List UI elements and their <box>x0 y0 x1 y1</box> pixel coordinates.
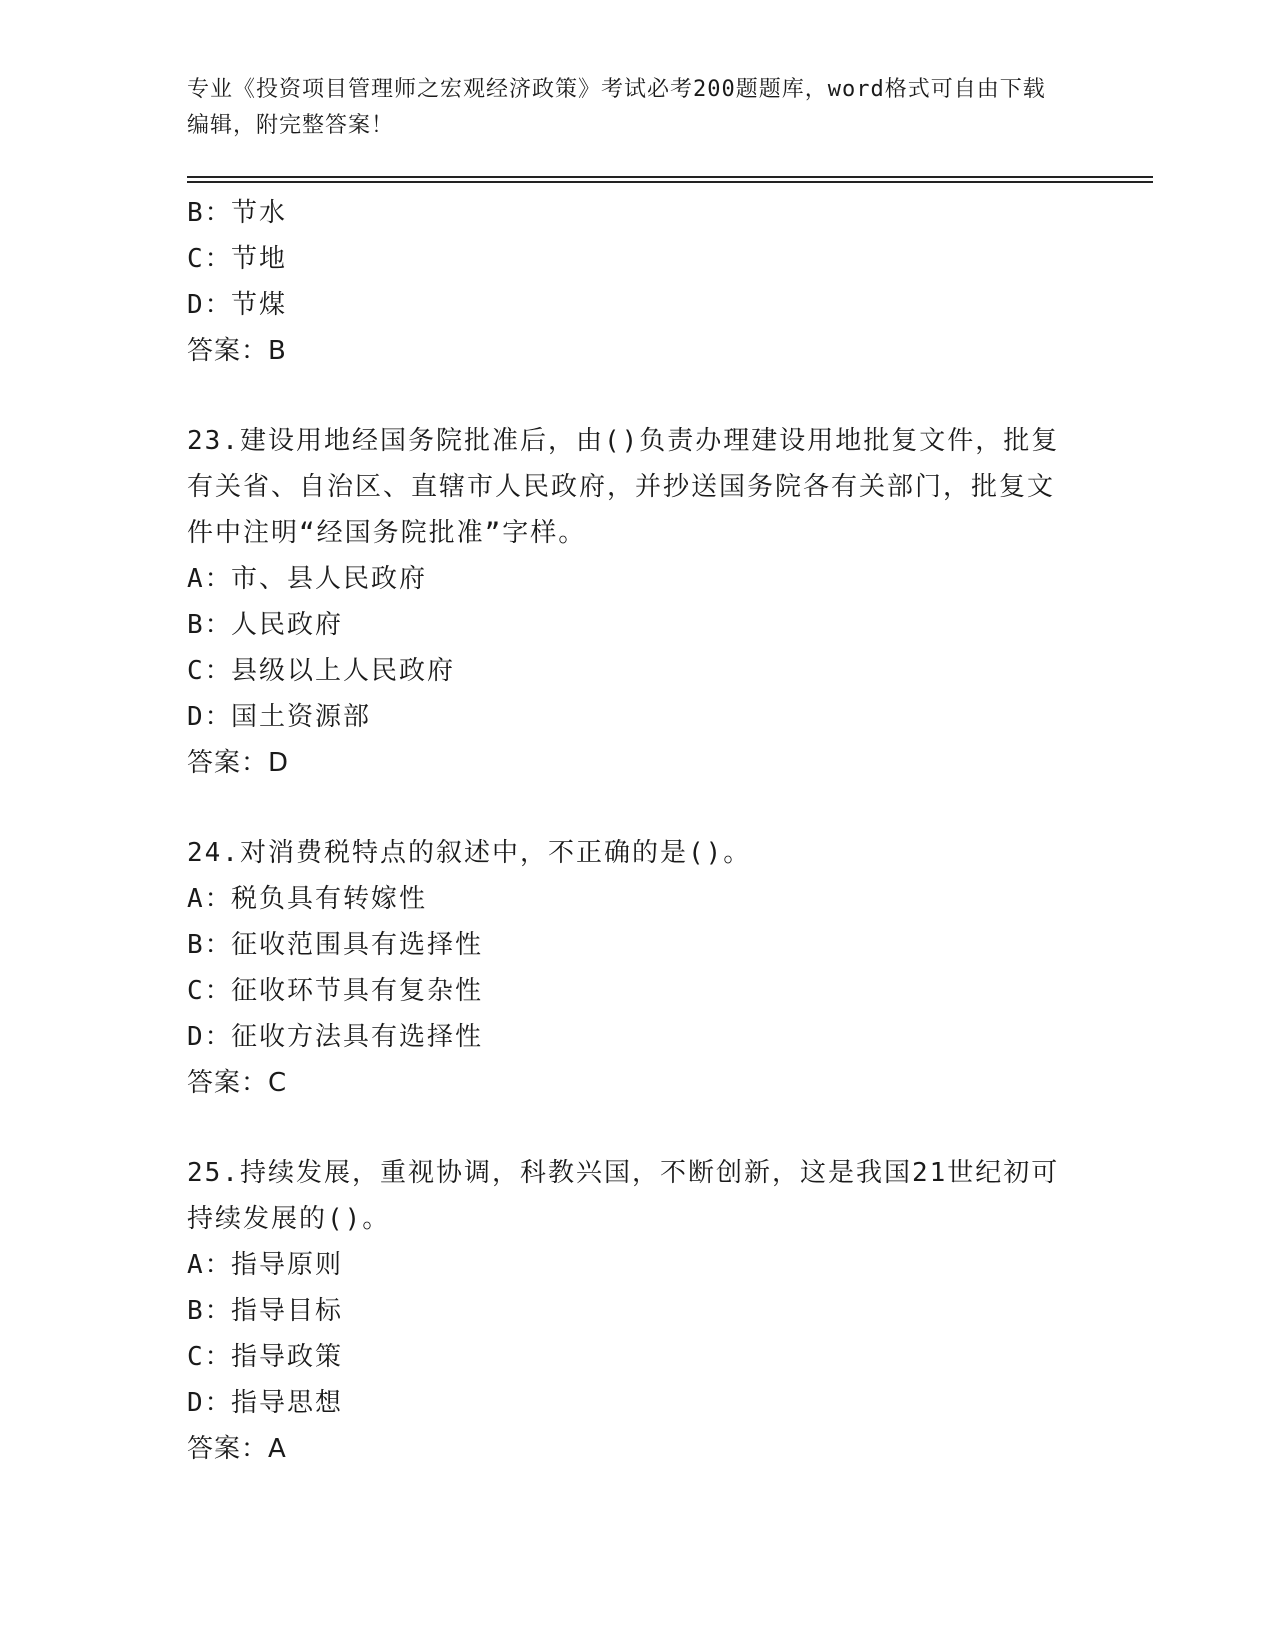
question-text: 23.建设用地经国务院批准后，由()负责办理建设用地批复文件，批复有关省、自治区、直辖市人民政府，并抄送国务院各有关部门，批复文件中注明“经国务院批准”字样。 <box>187 426 1060 548</box>
option-a: A：市、县人民政府 <box>187 564 428 594</box>
answer-line: 答案：A <box>187 1434 287 1464</box>
option-a: A：税负具有转嫁性 <box>187 884 428 914</box>
previous-question-tail <box>187 190 1087 374</box>
option-d: D：国土资源部 <box>187 702 372 732</box>
option-c: C：征收环节具有复杂性 <box>187 976 484 1006</box>
answer-line: 答案：C <box>187 1068 288 1098</box>
option-d: D：节煤 <box>187 290 288 320</box>
option-d: D：征收方法具有选择性 <box>187 1022 484 1052</box>
header-divider-top <box>187 176 1153 178</box>
option-b: B：征收范围具有选择性 <box>187 930 484 960</box>
option-a: A：指导原则 <box>187 1250 344 1280</box>
option-c: C：指导政策 <box>187 1342 344 1372</box>
option-b: B：指导目标 <box>187 1296 344 1326</box>
option-c: C：节地 <box>187 244 288 274</box>
option-d: D：指导思想 <box>187 1388 344 1418</box>
question-text: 24.对消费税特点的叙述中，不正确的是()。 <box>187 838 752 868</box>
answer-line: 答案：B <box>187 336 287 366</box>
question-text: 25.持续发展，重视协调，科教兴国，不断创新，这是我国21世纪初可持续发展的()。 <box>187 1158 1060 1234</box>
option-b: B：节水 <box>187 198 288 228</box>
question-25 <box>187 1150 1087 1472</box>
document-header-title: 专业《投资项目管理师之宏观经济政策》考试必考200题题库，word格式可自由下载编辑，附完整答案！ <box>187 77 1046 138</box>
question-24 <box>187 830 1087 1106</box>
option-b: B：人民政府 <box>187 610 344 640</box>
question-23 <box>187 418 1087 786</box>
question-content <box>187 190 1087 1472</box>
answer-line: 答案：D <box>187 748 290 778</box>
header-divider-bottom <box>187 181 1153 183</box>
option-c: C：县级以上人民政府 <box>187 656 456 686</box>
